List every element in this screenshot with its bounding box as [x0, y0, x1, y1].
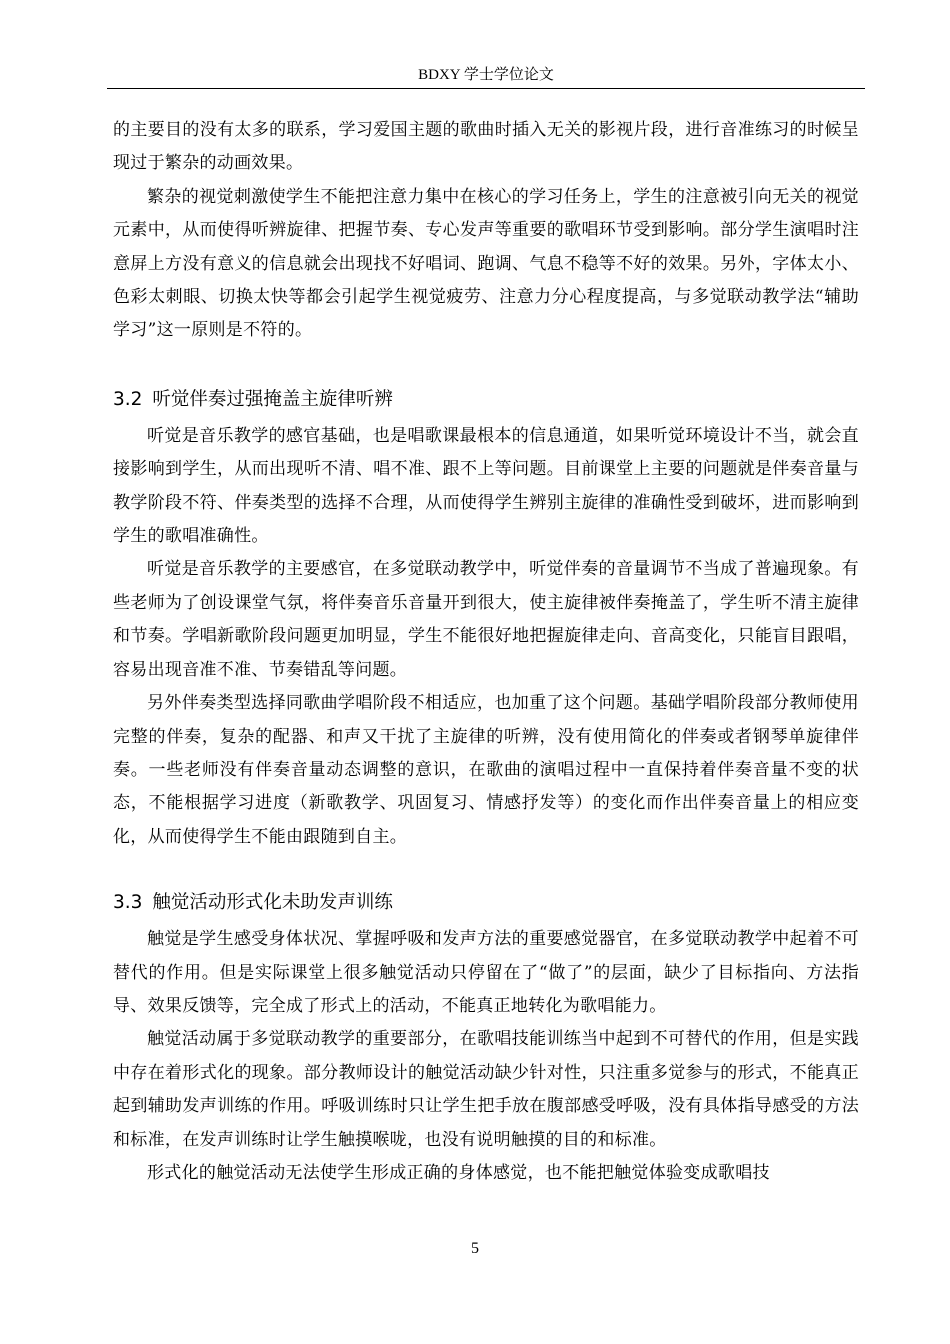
section-number: 3.2: [113, 388, 143, 410]
paragraph: 触觉活动属于多觉联动教学的重要部分，在歌唱技能训练当中起到不可替代的作用，但是实践中存在着形式化的现象。部分教师设计的触觉活动缺少针对性，只注重多觉参与的形式，不能真正起到辅助发声训练的作用。呼吸训练时只让学生把手放在腹部感受呼吸，没有具体指导感受的方法和标准，在发声训练时让学生触摸喉咙，也没有说明触摸的目的和标准。: [113, 1029, 859, 1150]
paragraph: 形式化的触觉活动无法使学生形成正确的身体感觉，也不能把触觉体验变成歌唱技: [147, 1162, 770, 1183]
header-rule: [107, 88, 865, 89]
paragraph: 繁杂的视觉刺激使学生不能把注意力集中在核心的学习任务上，学生的注意被引向无关的视觉元素中，从而使得听辨旋律、把握节奏、专心发声等重要的歌唱环节受到影响。部分学生演唱时注意屏上方没有意义的信息就会出现找不好唱词、跑调、气息不稳等不好的效果。另外，字体太小、色彩太刺眼、切换太快等都会引起学生视觉疲劳、注意力分心程度提高，与多觉联动教学法“辅助学习”这一原则是不符的。: [113, 186, 859, 341]
running-header: BDXY 学士学位论文: [418, 67, 554, 83]
section-heading-3-3: [113, 887, 859, 919]
section-heading-3-2: [113, 384, 859, 416]
section-number: 3.3: [113, 892, 143, 914]
paragraph-continued: 的主要目的没有太多的联系，学习爱国主题的歌曲时插入无关的影视片段，进行音准练习的时候呈现过于繁杂的动画效果。: [113, 120, 859, 174]
paragraph: 听觉是音乐教学的感官基础，也是唱歌课最根本的信息通道，如果听觉环境设计不当，就会直接影响到学生，从而出现听不清、唱不准、跟不上等问题。目前课堂上主要的问题就是伴奏音量与教学阶段不符、伴奏类型的选择不合理，从而使得学生辨别主旋律的准确性受到破坏，进而影响到学生的歌唱准确性。: [113, 425, 859, 547]
section-title: 触觉活动形式化未助发声训练: [152, 892, 393, 914]
paragraph: 触觉是学生感受身体状况、掌握呼吸和发声方法的重要感觉器官，在多觉联动教学中起着不可替代的作用。但是实际课堂上很多触觉活动只停留在了“做了”的层面，缺少了目标指向、方法指导、效果反馈等，完全成了形式上的活动，不能真正地转化为歌唱能力。: [113, 929, 859, 1016]
paragraph: 另外伴奏类型选择同歌曲学唱阶段不相适应，也加重了这个问题。基础学唱阶段部分教师使用完整的伴奏，复杂的配器、和声又干扰了主旋律的听辨，没有使用简化的伴奏或者钢琴单旋律伴奏。一些老师没有伴奏音量动态调整的意识，在歌曲的演唱过程中一直保持着伴奏音量不变的状态，不能根据学习进度（新歌教学、巩固复习、情感抒发等）的变化而作出伴奏音量上的相应变化，从而使得学生不能由跟随到自主。: [113, 693, 859, 847]
page-body: [113, 114, 859, 1190]
paragraph: 听觉是音乐教学的主要感官，在多觉联动教学中，听觉伴奏的音量调节不当成了普遍现象。有些老师为了创设课堂气氛，将伴奏音乐音量开到很大，使主旋律被伴奏掩盖了，学生听不清主旋律和节奏。学唱新歌阶段问题更加明显，学生不能很好地把握旋律走向、音高变化，只能盲目跟唱，容易出现音准不准、节奏错乱等问题。: [113, 559, 859, 680]
section-title: 听觉伴奏过强掩盖主旋律听辨: [152, 388, 393, 410]
page-number: 5: [471, 1240, 479, 1257]
